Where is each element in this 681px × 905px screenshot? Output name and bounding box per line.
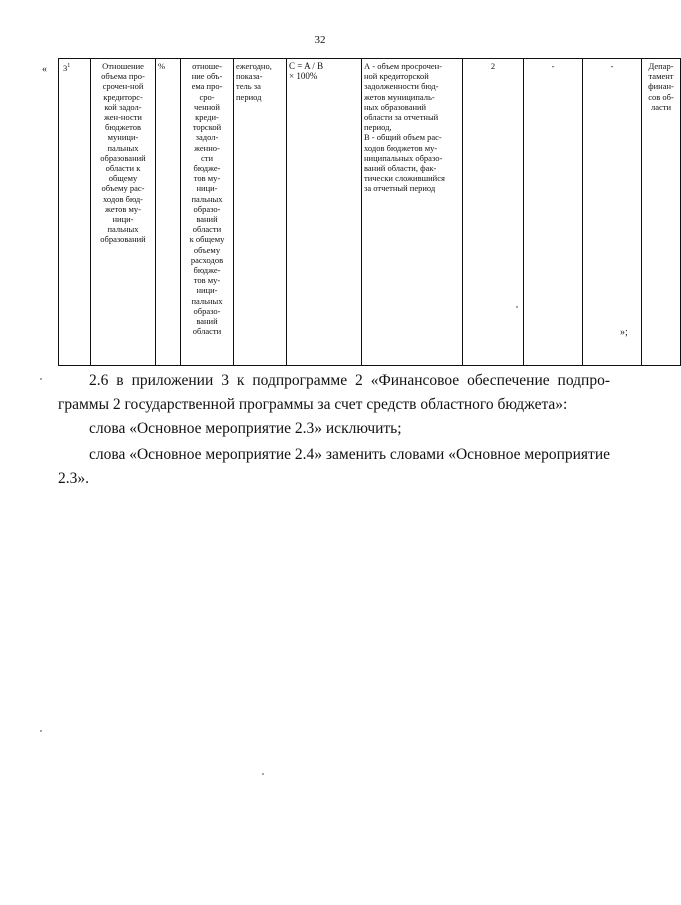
indicator-table: [58, 58, 681, 366]
cell-formula: [287, 59, 362, 366]
definition: отноше- ние объ- ема про- сро- ченной креди- торской задол- женно- сти бюдже- тов му- ници- пальных образо- ваний области к общему объему расходов бюдже- тов му- ници- пальных образо- ваний области: [189, 61, 225, 337]
paragraph-2-6: 2.6 в приложении 3 к подпрограмме 2 «Финансовое обеспечение подпро-граммы 2 государственной программы за счет средств областного бюджета»:: [58, 372, 610, 413]
opening-quote: «: [42, 64, 47, 75]
value: 2: [490, 61, 496, 71]
scan-speck: [40, 378, 42, 380]
unit: %: [158, 61, 166, 71]
row-number-superscript: 1: [67, 63, 71, 69]
page-number: 32: [314, 34, 326, 46]
closing-quote: »;: [620, 327, 628, 338]
cell-unit: [156, 59, 181, 366]
paragraph-exclude: слова «Основное мероприятие 2.3» исключить;: [89, 420, 402, 437]
cell-period: [234, 59, 287, 366]
scan-speck: [40, 730, 42, 732]
cell-source-1: [524, 59, 583, 366]
table-row: [59, 59, 681, 366]
cell-responsible: [642, 59, 681, 366]
cell-indicator-name: [91, 59, 156, 366]
responsible: Депар- тамент финан- сов об- ласти: [648, 61, 674, 112]
cell-number: [59, 59, 91, 366]
cell-variables: [362, 59, 463, 366]
paragraph-replace: слова «Основное мероприятие 2.4» заменить словами «Основное мероприятие 2.3».: [58, 446, 611, 487]
source-2: -: [610, 61, 614, 71]
scan-speck: [516, 306, 518, 308]
source-1: -: [551, 61, 555, 71]
cell-value: [463, 59, 524, 366]
cell-source-2: [583, 59, 642, 366]
period: ежегодно, показа- тель за период: [236, 61, 272, 102]
row-number: 3: [63, 62, 68, 73]
indicator-name: Отношение объема про- срочен-ной кредиторс- кой задол- жен-ности бюджетов муници- пальных образований области к общему объему рас- ходов бюд- жетов му- ници- пальных образований: [100, 61, 146, 245]
formula: C = A / B × 100%: [289, 61, 324, 82]
cell-definition: [181, 59, 234, 366]
variables: А - объем просрочен- ной кредиторской задолженности бюд- жетов муниципаль- ных образований области за отчетный период, В - общий объем рас- ходов бюджетов му- ниципальных образо- ваний области, фак- тически сложившийся за отчетный период: [364, 61, 445, 194]
scan-speck: [262, 773, 264, 775]
